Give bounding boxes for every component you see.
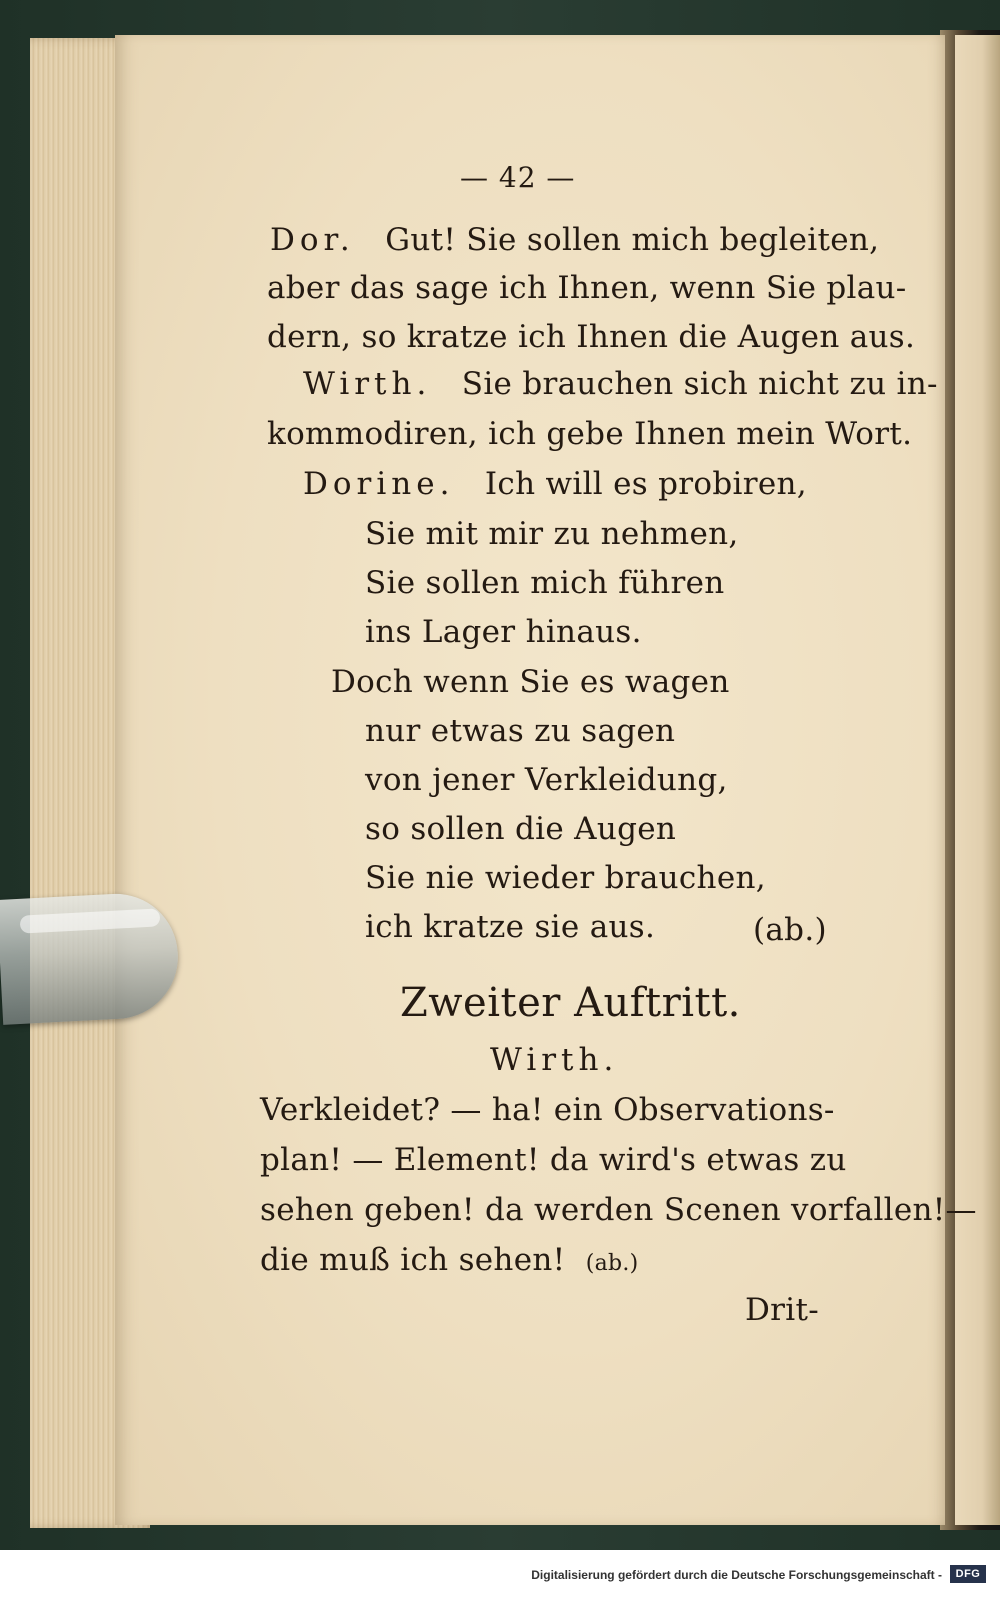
funding-credit: Digitalisierung gefördert durch die Deutsche Forschungsgemeinschaft - [531,1568,942,1582]
verse-line: ins Lager hinaus. [365,614,642,650]
monologue-text: die muß ich sehen! [260,1242,566,1278]
catchword: Drit- [745,1292,820,1328]
verse-line: von jener Verkleidung, [365,762,728,798]
verse-line: Doch wenn Sie es wagen [331,664,730,700]
dialogue-line: kommodiren, ich gebe Ihnen mein Wort. [267,416,913,452]
verse-line: Sie nie wieder brauchen, [365,860,766,896]
dialogue-text: Sie brauchen sich nicht zu in- [461,366,938,402]
dialogue-text: Ich will es probiren, [484,466,807,502]
stage-direction: (ab.) [753,912,827,948]
stage-direction: (ab.) [585,1251,639,1276]
monologue-line: sehen geben! da werden Scenen vorfallen!— [260,1192,977,1228]
page-number: — 42 — [460,161,576,194]
dfg-logo: DFG [950,1565,986,1583]
dialogue-line [303,464,807,504]
monologue-line [260,1240,639,1284]
dialogue-line: dern, so kratze ich Ihnen die Augen aus. [267,319,916,355]
verse-line: Sie mit mir zu nehmen, [365,516,739,552]
dialogue-line [270,220,879,260]
facing-page-edge [955,35,1000,1525]
speaker-label: Wirth. [303,366,432,402]
speaker-label: Dor. [270,222,355,258]
dialogue-line: aber das sage ich Ihnen, wenn Sie plau- [267,270,907,306]
scene-speaker: Wirth. [490,1042,619,1078]
dialogue-text: Gut! Sie sollen mich begleiten, [385,222,880,258]
verse-line: Sie sollen mich führen [365,565,725,601]
footer-bar [0,1550,1000,1597]
scene-title: Zweiter Auftritt. [400,980,741,1026]
monologue-line: Verkleidet? — ha! ein Observations- [260,1092,835,1128]
monologue-line: plan! — Element! da wird's etwas zu [260,1142,847,1178]
verse-line: ich kratze sie aus. [365,909,656,945]
speaker-label: Dorine. [303,466,455,502]
verse-line: so sollen die Augen [365,811,677,847]
dialogue-line [303,364,938,404]
verse-line: nur etwas zu sagen [365,713,676,749]
